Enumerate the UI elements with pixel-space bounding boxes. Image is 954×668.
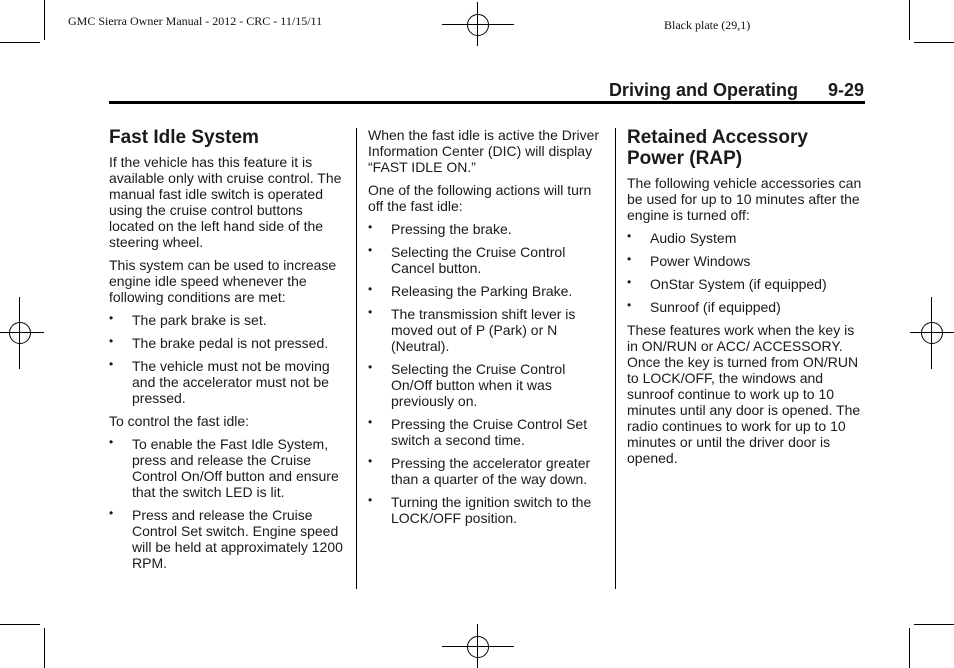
bullet-icon: • [368,493,373,507]
registration-target-right [910,297,954,369]
bullet-icon: • [368,454,373,468]
bullet-list [368,221,606,526]
crop-mark [0,42,40,43]
crop-mark [914,624,954,625]
bullet-icon: • [627,252,632,266]
bullet-icon: • [368,243,373,257]
column-divider [615,128,616,589]
bullet-icon: • [368,415,373,429]
list-item: • Releasing the Parking Brake. [368,282,573,299]
section-title: Driving and Operating [608,80,798,100]
crop-mark [44,0,45,40]
list-item: • Turning the ignition switch to the LOCK/OFF position. [368,493,592,526]
running-header [560,80,864,101]
print-slug-left: GMC Sierra Owner Manual - 2012 - CRC - 11/15/11 [68,14,323,28]
crop-mark [914,42,954,43]
paragraph: To control the fast idle: [109,413,250,429]
list-item: • Audio System [627,229,737,246]
bullet-icon: • [109,435,114,449]
header-rule [109,101,865,104]
bullet-list [109,312,347,406]
column-rap [627,127,865,473]
list-item: • Power Windows [627,252,751,269]
column-fast-idle [109,127,347,578]
page-number: 9-29 [827,80,864,100]
bullet-icon: • [109,311,114,325]
paragraph: These features work when the key is in ON/RUN or ACC/ ACCESSORY. Once the key is turned from ON/RUN to LOCK/OFF, the windows and sunroof continue to work up to 10 minutes until any door is opened. The radio continues to work for up to 10 minutes or until the driver door is opened. [627,322,861,466]
bullet-icon: • [109,357,114,371]
print-slug-right: Black plate (29,1) [664,18,751,32]
section-heading: Retained Accessory Power (RAP) [627,127,808,169]
list-item: • The park brake is set. [109,311,267,328]
list-item: • The brake pedal is not pressed. [109,334,329,351]
list-item: • Pressing the brake. [368,220,512,237]
list-item: • Pressing the Cruise Control Set switch a second time. [368,415,588,448]
paragraph: One of the following actions will turn off the fast idle: [368,182,592,214]
bullet-icon: • [109,334,114,348]
bullet-icon: • [627,229,632,243]
list-item: • Pressing the accelerator greater than a quarter of the way down. [368,454,591,487]
bullet-list [109,436,347,571]
paragraph: When the fast idle is active the Driver Information Center (DIC) will display “FAST IDLE ON.” [368,127,600,175]
section-heading: Fast Idle System [109,127,259,148]
column-divider [356,128,357,589]
list-item: • To enable the Fast Idle System, press and release the Cruise Control On/Off button and ensure that the switch LED is lit. [109,435,339,500]
list-item: • Selecting the Cruise Control Cancel button. [368,243,566,276]
paragraph: If the vehicle has this feature it is available only with cruise control. The manual fast idle switch is operated using the cruise control buttons located on the left hand side of the steering wheel. [109,154,342,250]
bullet-icon: • [627,275,632,289]
list-item: • Selecting the Cruise Control On/Off button when it was previously on. [368,360,566,409]
bullet-list [627,230,865,315]
crop-mark [909,628,910,668]
bullet-icon: • [627,298,632,312]
registration-target-left [0,297,44,369]
list-item: • Press and release the Cruise Control Set switch. Engine speed will be held at approximately 1200 RPM. [109,506,343,571]
paragraph: This system can be used to increase engine idle speed whenever the following conditions are met: [109,257,337,305]
registration-target-bottom [442,624,514,668]
crop-mark [44,628,45,668]
registration-target-top [442,2,514,46]
list-item: • The vehicle must not be moving and the accelerator must not be pressed. [109,357,330,406]
paragraph: The following vehicle accessories can be used for up to 10 minutes after the engine is turned off: [627,175,862,223]
list-item: • OnStar System (if equipped) [627,275,827,292]
crop-mark [909,0,910,40]
list-item: • Sunroof (if equipped) [627,298,781,315]
bullet-icon: • [368,282,373,296]
column-fast-idle-cont [368,127,606,533]
list-item: • The transmission shift lever is moved out of P (Park) or N (Neutral). [368,305,576,354]
bullet-icon: • [368,220,373,234]
crop-mark [0,624,40,625]
bullet-icon: • [368,305,373,319]
bullet-icon: • [109,506,114,520]
bullet-icon: • [368,360,373,374]
